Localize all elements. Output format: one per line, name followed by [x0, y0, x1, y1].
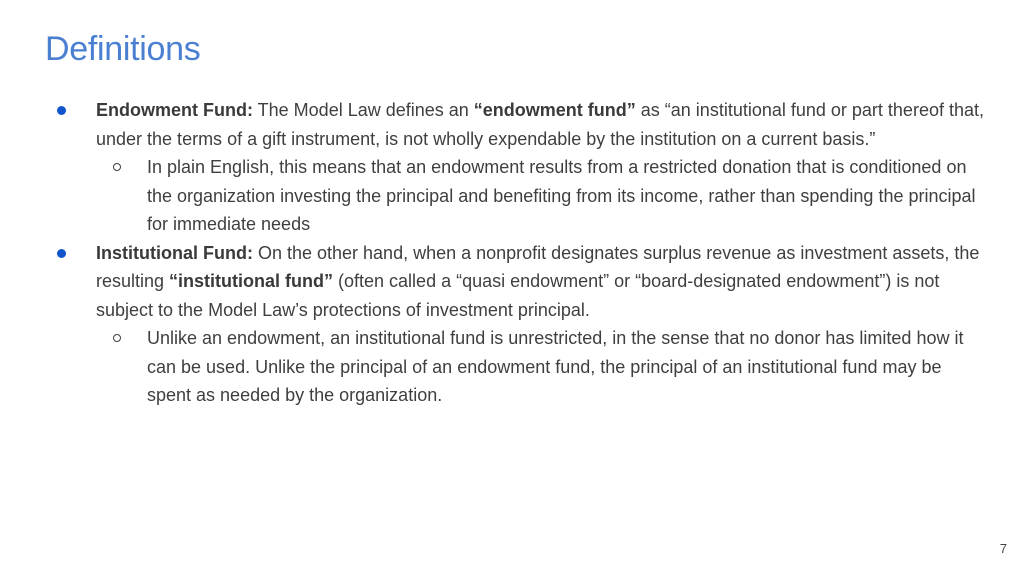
hollow-bullet-icon — [113, 163, 121, 171]
sub-text: In plain English, this means that an endowment results from a restricted donation that is conditioned on the organization investing the principal and benefiting from its income, rather than spending the principal for immediate needs — [147, 157, 976, 234]
slide-title: Definitions — [45, 30, 201, 68]
page-number: 7 — [999, 541, 1007, 556]
body-text: The Model Law defines an — [252, 100, 474, 120]
bullet-item-endowment-fund — [54, 96, 984, 153]
filled-bullet-icon — [57, 106, 66, 115]
term-label: Endowment Fund: — [96, 100, 253, 120]
body-text: (often called a “quasi endowment” or “board-designated endowment”) is not subject to the Model Law’s protections of investment principal. — [96, 271, 940, 320]
body-text: On the other hand, when a nonprofit designates surplus revenue as investment assets, the resulting — [96, 242, 980, 291]
slide-content — [54, 96, 984, 410]
sub-bullet-item — [54, 153, 984, 239]
hollow-bullet-icon — [113, 334, 121, 342]
filled-bullet-icon — [57, 249, 66, 258]
bold-phrase: “endowment fund” — [473, 100, 636, 120]
bold-phrase: “institutional fund” — [169, 271, 334, 291]
term-label: Institutional Fund: — [96, 242, 253, 263]
bullet-item-institutional-fund — [54, 239, 984, 325]
sub-bullet-item — [54, 324, 984, 410]
body-text: as “an institutional fund or part thereof that, under the terms of a gift instrument, is not wholly expendable by the institution on a current basis.” — [96, 100, 984, 149]
sub-text: Unlike an endowment, an institutional fund is unrestricted, in the sense that no donor has limited how it can be used. Unlike the principal of an endowment fund, the principal of an institutional fund may be spent as needed by the organization. — [147, 328, 964, 405]
